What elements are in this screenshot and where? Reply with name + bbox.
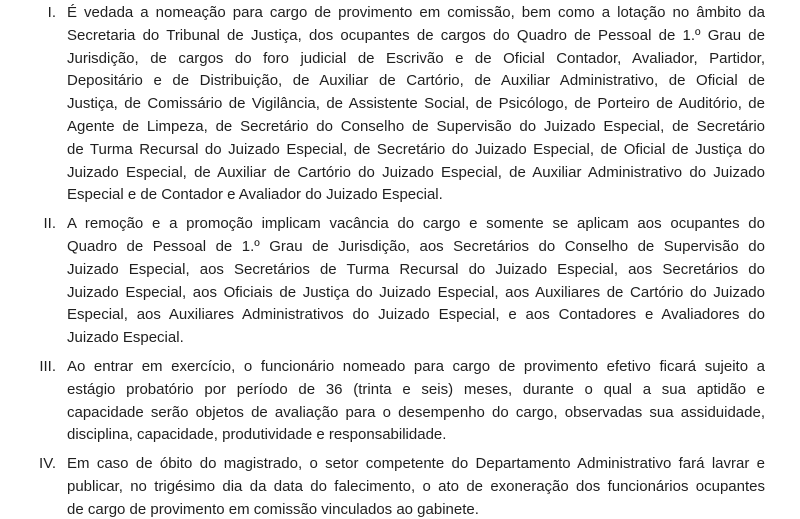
text-line: de cargo de provimento em comissão vinculados ao gabinete. [67, 500, 479, 518]
text-line: Juizado Especial, aos Oficiais de Justiça do Juizado Especial, aos Auxiliares de Cartório do Juizado [67, 283, 765, 301]
text-line: estágio probatório por período de 36 (trinta e seis) meses, durante o qual a sua aptidão e [67, 380, 765, 398]
text-line: de Turma Recursal do Juizado Especial, de Secretário do Juizado Especial, de Oficial de Justiça do [67, 140, 765, 158]
item-text [67, 453, 765, 519]
text-line: Quadro de Pessoal de 1.º Grau de Jurisdição, aos Secretários do Conselho de Supervisão do [67, 237, 765, 255]
text-line: Juizado Especial, de Auxiliar de Cartório do Juizado Especial, de Auxiliar Administrativo do Juizado [67, 163, 765, 181]
list-item [0, 356, 800, 447]
item-text [67, 2, 765, 207]
text-line: É vedada a nomeação para cargo de provimento em comissão, bem como a lotação no âmbito da [67, 4, 765, 21]
item-number: III. [39, 357, 56, 375]
text-line: Justiça, de Comissário de Vigilância, de Assistente Social, de Psicólogo, de Porteiro de Auditório, de [67, 95, 765, 113]
list-item [0, 213, 800, 350]
text-line: Agente de Limpeza, de Secretário do Conselho de Supervisão do Juizado Especial, de Secretário [67, 117, 765, 135]
text-line: Secretaria do Tribunal de Justiça, dos ocupantes de cargos do Quadro de Pessoal de 1.º Grau de [67, 26, 765, 44]
text-line: Juizado Especial, aos Secretários de Turma Recursal do Juizado Especial, aos Secretários do [67, 260, 765, 278]
list-item [0, 453, 800, 519]
item-text [67, 356, 765, 447]
text-line: capacidade serão objetos de avaliação para o desempenho do cargo, observadas sua assiduidade, [67, 403, 765, 421]
text-line: publicar, no trigésimo dia da data do falecimento, o ato de exoneração dos funcionários ocupantes [67, 477, 765, 495]
item-number: I. [47, 4, 56, 21]
text-line: Juizado Especial. [67, 329, 184, 347]
text-line: Em caso de óbito do magistrado, o setor competente do Departamento Administrativo fará lavrar e [67, 455, 765, 473]
text-line: A remoção e a promoção implicam vacância do cargo e somente se aplicam aos ocupantes do [67, 215, 765, 233]
text-line: Jurisdição, de cargos do foro judicial de Escrivão e de Oficial Contador, Avaliador, Partidor, [67, 49, 765, 67]
item-text [67, 213, 765, 350]
item-number: II. [43, 215, 56, 233]
text-line: disciplina, capacidade, produtividade e responsabilidade. [67, 426, 447, 444]
text-line: Ao entrar em exercício, o funcionário nomeado para cargo de provimento efetivo ficará sujeito a [67, 357, 765, 375]
text-line: Especial, aos Auxiliares Administrativos do Juizado Especial, e aos Contadores e Avaliadores do [67, 306, 765, 324]
item-number: IV. [39, 455, 56, 473]
text-line: Depositário e de Distribuição, de Auxiliar de Cartório, de Auxiliar Administrativo, de Oficial de [67, 72, 765, 90]
legal-items-list [0, 2, 800, 519]
text-line: Especial e de Contador e Avaliador do Juizado Especial. [67, 186, 443, 204]
list-item [0, 2, 800, 207]
